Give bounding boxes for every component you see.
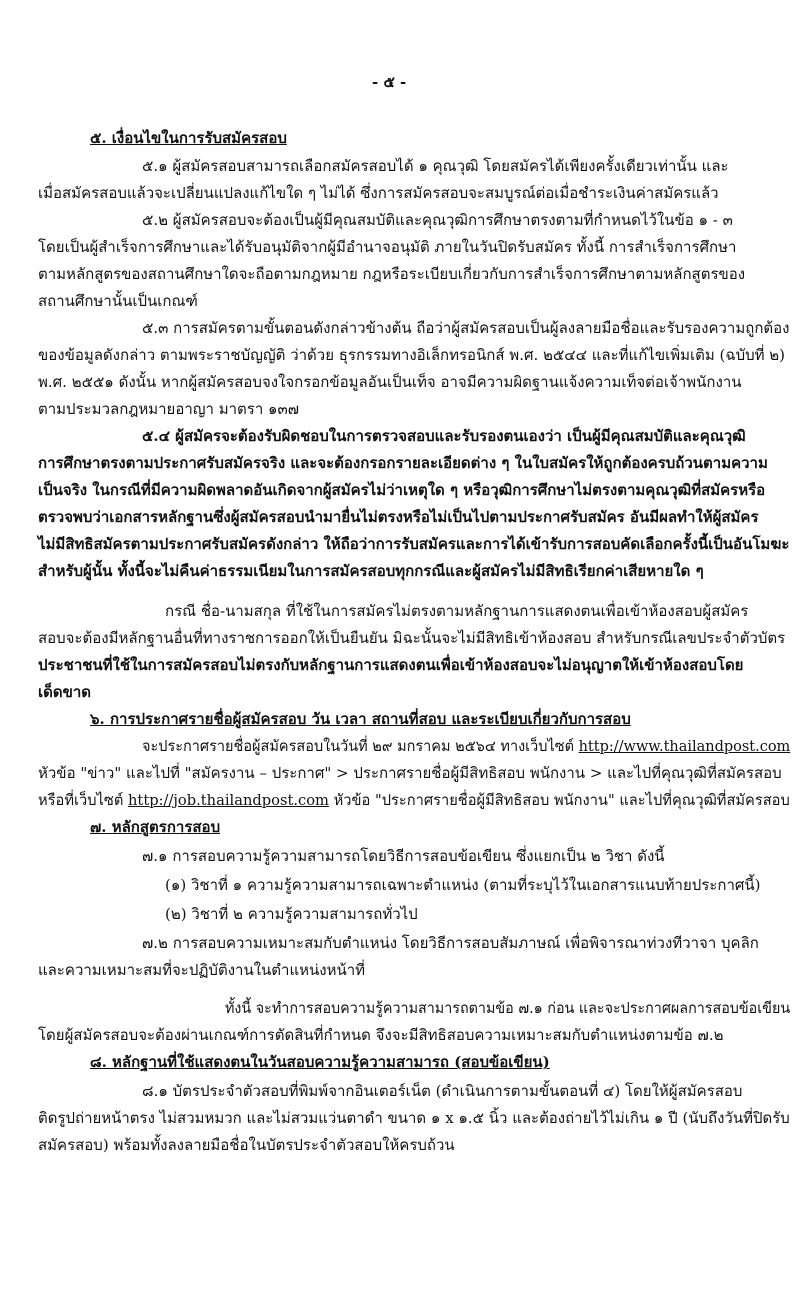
section-5-heading: ๕. เงื่อนไขในการรับสมัครสอบ [90, 129, 287, 147]
clause-5-4-line: ๕.๔ ผู้สมัครจะต้องรับผิดชอบในการตรวจสอบและรับรองตนเองว่า เป็นผู้มีคุณสมบัติและคุณวุฒิ [142, 427, 746, 445]
announcement-line [142, 736, 790, 756]
announcement-date-text: จะประกาศรายชื่อผู้สมัครสอบในวันที่ ๒๙ มกราคม ๒๕๖๔ ทางเว็บไซต์ [142, 737, 579, 755]
section-8-heading: ๘. หลักฐานที่ใช้แสดงตนในวันสอบความรู้ความสามารถ (สอบข้อเขียน) [90, 1053, 550, 1071]
announcement-alt-text: หรือที่เว็บไซต์ [38, 791, 129, 809]
clause-5-2-line: ตามหลักสูตรของสถานศึกษาใดจะถือตามกฎหมาย กฎหรือระเบียบเกี่ยวกับการสำเร็จการศึกษาตามหลักสูตรของ [38, 265, 746, 283]
section-6-heading: ๖. การประกาศรายชื่อผู้สมัครสอบ วัน เวลา สถานที่สอบ และระเบียบเกี่ยวกับการสอบ [90, 710, 631, 728]
clause-5-3-line: ตามประมวลกฎหมายอาญา มาตรา ๑๓๗ [38, 400, 300, 418]
clause-5-4-line: ตรวจพบว่าเอกสารหลักฐานซึ่งผู้สมัครสอบนำมายื่นไม่ตรงหรือไม่เป็นไปตามประกาศรับสมัคร อันมีผลทำให้ผู้สมัคร [38, 508, 759, 526]
clause-5-1-line: เมื่อสมัครสอบแล้วจะเปลี่ยนแปลงแก้ไขใด ๆ ไม่ได้ ซึ่งการสมัครสอบจะสมบูรณ์ต่อเมื่อชำระเงินค่าสมัครแล้ว [38, 184, 719, 202]
clause-5-4-line: สำหรับผู้นั้น ทั้งนี้จะไม่คืนค่าธรรมเนียมในการสมัครสอบทุกกรณีและผู้สมัครไม่มีสิทธิเรียกค่าเสียหายใด ๆ [38, 562, 704, 580]
section-7-heading: ๗. หลักสูตรการสอบ [90, 818, 221, 836]
name-mismatch-note-line: กรณี ชื่อ-นามสกุล ที่ใช้ในการสมัครไม่ตรงตามหลักฐานการแสดงตนเพื่อเข้าห้องสอบผู้สมัคร [165, 602, 749, 620]
exam-order-note-line: ทั้งนี้ จะทำการสอบความรู้ความสามารถตามข้อ ๗.๑ ก่อน และจะประกาศผลการสอบข้อเขียน [225, 999, 791, 1017]
name-mismatch-note-line: สอบจะต้องมีหลักฐานอื่นที่ทางราชการออกให้เป็นยืนยัน มิฉะนั้นจะไม่มีสิทธิเข้าห้องสอบ สำหรับกรณีเลขประจำตัวบัตร [38, 629, 786, 647]
name-mismatch-note-line: เด็ดขาด [38, 683, 92, 701]
announcement-line: หัวข้อ "ข่าว" และไปที่ "สมัครงาน – ประกาศ" > ประกาศรายชื่อผู้มีสิทธิสอบ พนักงาน > และไปที่คุณวุฒิที่สมัครสอบ [38, 764, 782, 782]
clause-5-3-line: พ.ศ. ๒๕๕๑ ดังนั้น หากผู้สมัครสอบจงใจกรอกข้อมูลอันเป็นเท็จ อาจมีความผิดฐานแจ้งความเท็จต่อเจ้าพนักงาน [38, 373, 742, 391]
clause-5-4-line: ไม่มีสิทธิสมัครตามประกาศรับสมัครดังกล่าว ให้ถือว่าการรับสมัครและการได้เข้ารับการสอบคัดเลือกครั้งนี้เป็นอันโมฆะ [38, 535, 790, 553]
clause-5-4-line: การศึกษาตรงตามประกาศรับสมัครจริง และจะต้องกรอกรายละเอียดต่าง ๆ ในใบสมัครให้ถูกต้องครบถ้วนตามความ [38, 454, 768, 472]
clause-5-2-line: สถานศึกษานั้นเป็นเกณฑ์ [38, 292, 198, 310]
announcement-line [38, 790, 790, 810]
page-number: - ๕ - [372, 73, 407, 91]
clause-5-2-line: โดยเป็นผู้สำเร็จการศึกษาและได้รับอนุมัติจากผู้มีอำนาจอนุมัติ ภายในวันปิดรับสมัคร ทั้งนี้ การสำเร็จการศึกษา [38, 238, 737, 256]
name-mismatch-note-line: ประชาชนที่ใช้ในการสมัครสอบไม่ตรงกับหลักฐานการแสดงตนเพื่อเข้าห้องสอบจะไม่อนุญาตให้เข้าห้องสอบโดย [38, 656, 744, 674]
announcement-alt-text: หัวข้อ "ประกาศรายชื่อผู้มีสิทธิสอบ พนักงาน" และไปที่คุณวุฒิที่สมัครสอบ [328, 791, 790, 809]
clause-5-3-line: ๕.๓ การสมัครตามขั้นตอนดังกล่าวข้างต้น ถือว่าผู้สมัครสอบเป็นผู้ลงลายมือชื่อและรับรองความถูกต้อง [142, 319, 790, 337]
job-thailandpost-link[interactable]: http://job.thailandpost.com [128, 791, 329, 809]
clause-8-1-line: ติดรูปถ่ายหน้าตรง ไม่สวมหมวก และไม่สวมแว่นตาดำ ขนาด ๑ x ๑.๕ นิ้ว และต้องถ่ายไว้ไม่เกิน ๑ ปี (นับถึงวันที่ปิดรับ [38, 1109, 790, 1127]
exam-order-note-line: โดยผู้สมัครสอบจะต้องผ่านเกณฑ์การตัดสินที่กำหนด จึงจะมีสิทธิสอบความเหมาะสมกับตำแหน่งตามข้อ ๗.๒ [38, 1026, 724, 1044]
clause-7-2-line: และความเหมาะสมที่จะปฏิบัติงานในตำแหน่งหน้าที่ [38, 961, 366, 979]
clause-5-3-line: ของข้อมูลดังกล่าว ตามพระราชบัญญัติ ว่าด้วย ธุรกรรมทางอิเล็กทรอนิกส์ พ.ศ. ๒๕๔๔ และที่แก้ไขเพิ่มเติม (ฉบับที่ ๒) [38, 346, 786, 364]
clause-5-2-line: ๕.๒ ผู้สมัครสอบจะต้องเป็นผู้มีคุณสมบัติและคุณวุฒิการศึกษาตรงตามที่กำหนดไว้ในข้อ ๑ - ๓ [142, 211, 733, 229]
clause-7-1-subject-2: (๒) วิชาที่ ๒ ความรู้ความสามารถทั่วไป [165, 905, 418, 923]
thailandpost-link[interactable]: http://www.thailandpost.com [578, 737, 791, 755]
clause-7-1: ๗.๑ การสอบความรู้ความสามารถโดยวิธีการสอบข้อเขียน ซึ่งแยกเป็น ๒ วิชา ดังนี้ [142, 847, 665, 865]
clause-7-2-line: ๗.๒ การสอบความเหมาะสมกับตำแหน่ง โดยวิธีการสอบสัมภาษณ์ เพื่อพิจารณาท่วงทีวาจา บุคลิก [142, 934, 759, 952]
clause-5-1-line: ๕.๑ ผู้สมัครสอบสามารถเลือกสมัครสอบได้ ๑ คุณวุฒิ โดยสมัครได้เพียงครั้งเดียวเท่านั้น และ [142, 157, 729, 175]
clause-8-1-line: สมัครสอบ) พร้อมทั้งลงลายมือชื่อในบัตรประจำตัวสอบให้ครบถ้วน [38, 1136, 455, 1154]
clause-8-1-line: ๘.๑ บัตรประจำตัวสอบที่พิมพ์จากอินเตอร์เน็ต (ดำเนินการตามขั้นตอนที่ ๔) โดยให้ผู้สมัครสอบ [142, 1082, 743, 1100]
clause-7-1-subject-1: (๑) วิชาที่ ๑ ความรู้ความสามารถเฉพาะตำแหน่ง (ตามที่ระบุไว้ในเอกสารแนบท้ายประกาศนี้) [165, 876, 761, 894]
clause-5-4-line: เป็นจริง ในกรณีที่มีความผิดพลาดอันเกิดจากผู้สมัครไม่ว่าเหตุใด ๆ หรือวุฒิการศึกษาไม่ตรงตามคุณวุฒิที่สมัครหรือ [38, 481, 766, 499]
